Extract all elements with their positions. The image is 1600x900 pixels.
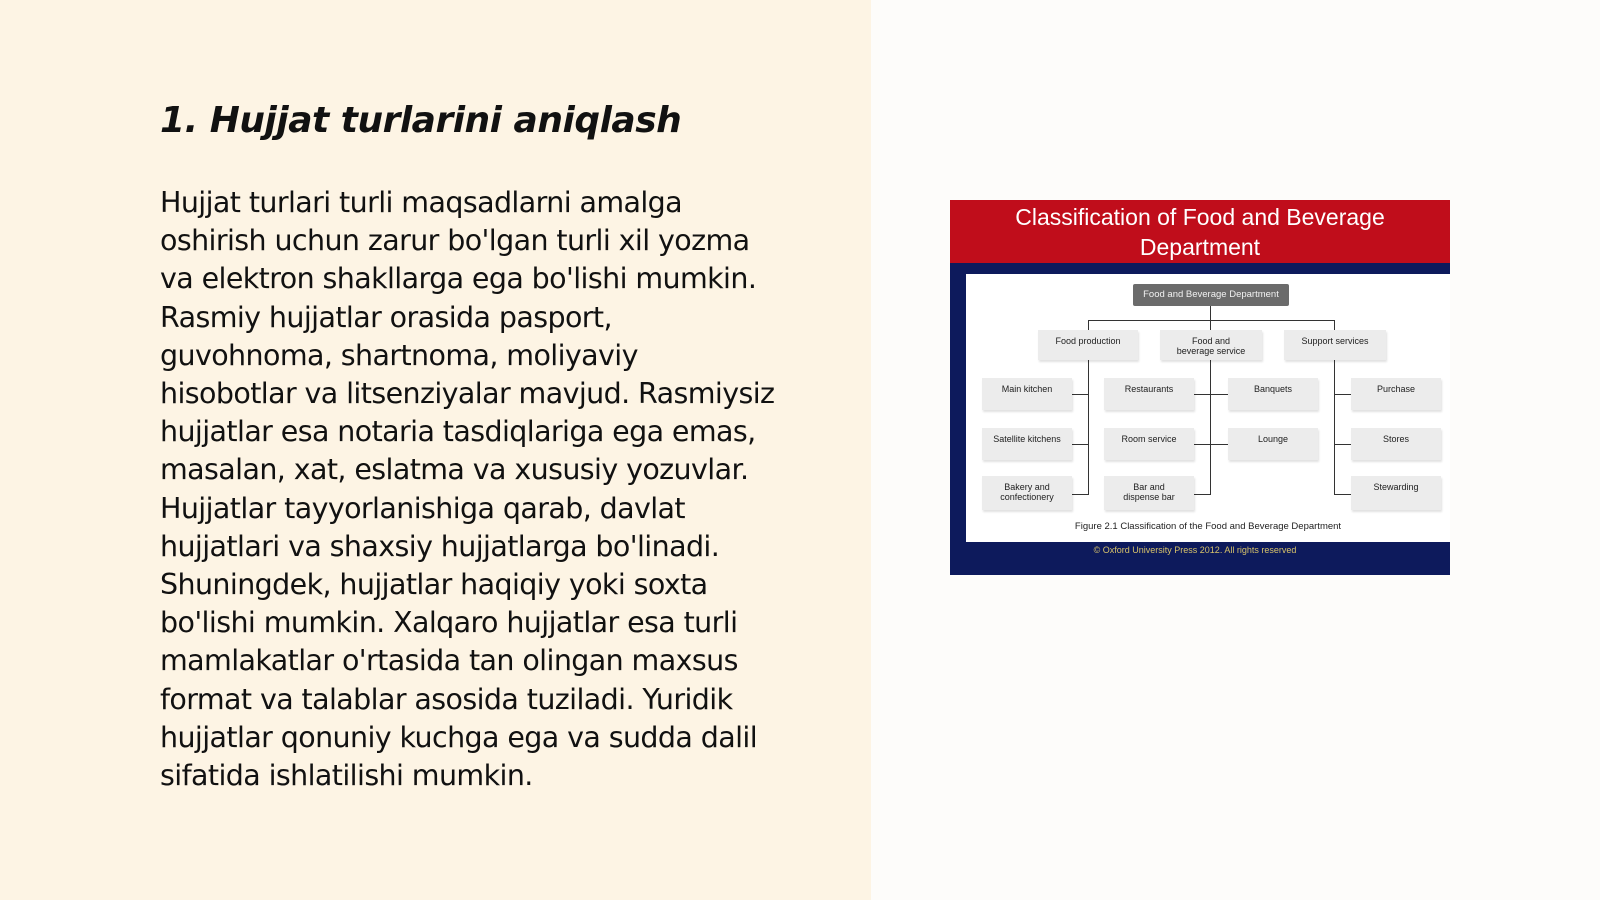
figure-caption: Figure 2.1 Classification of the Food and Beverage Department bbox=[1074, 521, 1342, 532]
connector-line bbox=[1088, 320, 1335, 321]
body-line: mamlakatlar o'rtasida tan olingan maxsus bbox=[160, 644, 738, 678]
connector-line bbox=[1194, 444, 1228, 445]
org-node-support-services: Support services bbox=[1284, 330, 1386, 360]
connector-line bbox=[1088, 360, 1089, 494]
body-line: sifatida ishlatilishi mumkin. bbox=[160, 759, 533, 793]
connector-line bbox=[1334, 394, 1351, 395]
connector-line bbox=[1072, 494, 1089, 495]
body-line: hujjatlari va shaxsiy hujjatlarga bo'linadi. bbox=[160, 529, 720, 563]
figure-copyright: © Oxford University Press 2012. All rights reserved bbox=[1093, 545, 1297, 555]
org-chart bbox=[966, 274, 1450, 542]
org-node-restaurants: Restaurants bbox=[1104, 378, 1194, 410]
body-line: guvohnoma, shartnoma, moliyaviy bbox=[160, 338, 638, 372]
org-node-food-production: Food production bbox=[1038, 330, 1138, 360]
org-chart-image bbox=[950, 200, 1450, 575]
body-line: Hujjatlar tayyorlanishiga qarab, davlat bbox=[160, 491, 685, 525]
body-text bbox=[160, 184, 832, 795]
body-line: masalan, xat, eslatma va xususiy yozuvlar. bbox=[160, 453, 749, 487]
org-node-stewarding: Stewarding bbox=[1351, 476, 1441, 510]
org-node-food-beverage-service: Food and beverage service bbox=[1160, 330, 1262, 360]
connector-line bbox=[1088, 320, 1089, 330]
connector-line bbox=[1210, 320, 1211, 330]
figure-header-line: Department bbox=[1139, 234, 1261, 260]
org-root-node: Food and Beverage Department bbox=[1133, 284, 1289, 306]
connector-line bbox=[1072, 394, 1089, 395]
body-line: oshirish uchun zarur bo'lgan turli xil yozma bbox=[160, 224, 750, 258]
body-line: hujjatlar qonuniy kuchga ega va sudda dalil bbox=[160, 720, 758, 754]
body-line: Hujjat turlari turli maqsadlarni amalga bbox=[160, 186, 683, 219]
body-line: Shuningdek, hujjatlar haqiqiy yoki soxta bbox=[160, 568, 708, 602]
connector-line bbox=[1334, 360, 1335, 494]
body-line: format va talablar asosida tuziladi. Yuridik bbox=[160, 682, 733, 716]
org-node-banquets: Banquets bbox=[1228, 378, 1318, 410]
org-node-bakery-confectionery: Bakery and confectionery bbox=[982, 476, 1072, 510]
connector-line bbox=[1194, 494, 1211, 495]
body-line: hujjatlar esa notaria tasdiqlariga ega emas, bbox=[160, 415, 756, 449]
body-line: Rasmiy hujjatlar orasida pasport, bbox=[160, 300, 612, 334]
org-node-main-kitchen: Main kitchen bbox=[982, 378, 1072, 410]
connector-line bbox=[1334, 494, 1351, 495]
connector-line bbox=[1334, 320, 1335, 330]
slide-title: 1. Hujjat turlarini aniqlash bbox=[160, 100, 682, 141]
connector-line bbox=[1334, 444, 1351, 445]
connector-line bbox=[1210, 360, 1211, 494]
connector-line bbox=[1194, 394, 1228, 395]
connector-line bbox=[1072, 444, 1089, 445]
org-node-purchase: Purchase bbox=[1351, 378, 1441, 410]
org-node-satellite-kitchens: Satellite kitchens bbox=[982, 428, 1072, 460]
body-line: hisobotlar va litsenziyalar mavjud. Rasmiysiz bbox=[160, 377, 775, 411]
org-node-stores: Stores bbox=[1351, 428, 1441, 460]
body-line: va elektron shakllarga ega bo'lishi mumkin. bbox=[160, 262, 757, 296]
connector-line bbox=[1210, 306, 1211, 320]
body-line: bo'lishi mumkin. Xalqaro hujjatlar esa turli bbox=[160, 606, 738, 640]
org-node-lounge: Lounge bbox=[1228, 428, 1318, 460]
figure-header-line: Classification of Food and Beverage bbox=[1015, 204, 1385, 230]
figure-header bbox=[950, 200, 1450, 263]
org-node-bar-dispense-bar: Bar and dispense bar bbox=[1104, 476, 1194, 510]
org-node-room-service: Room service bbox=[1104, 428, 1194, 460]
